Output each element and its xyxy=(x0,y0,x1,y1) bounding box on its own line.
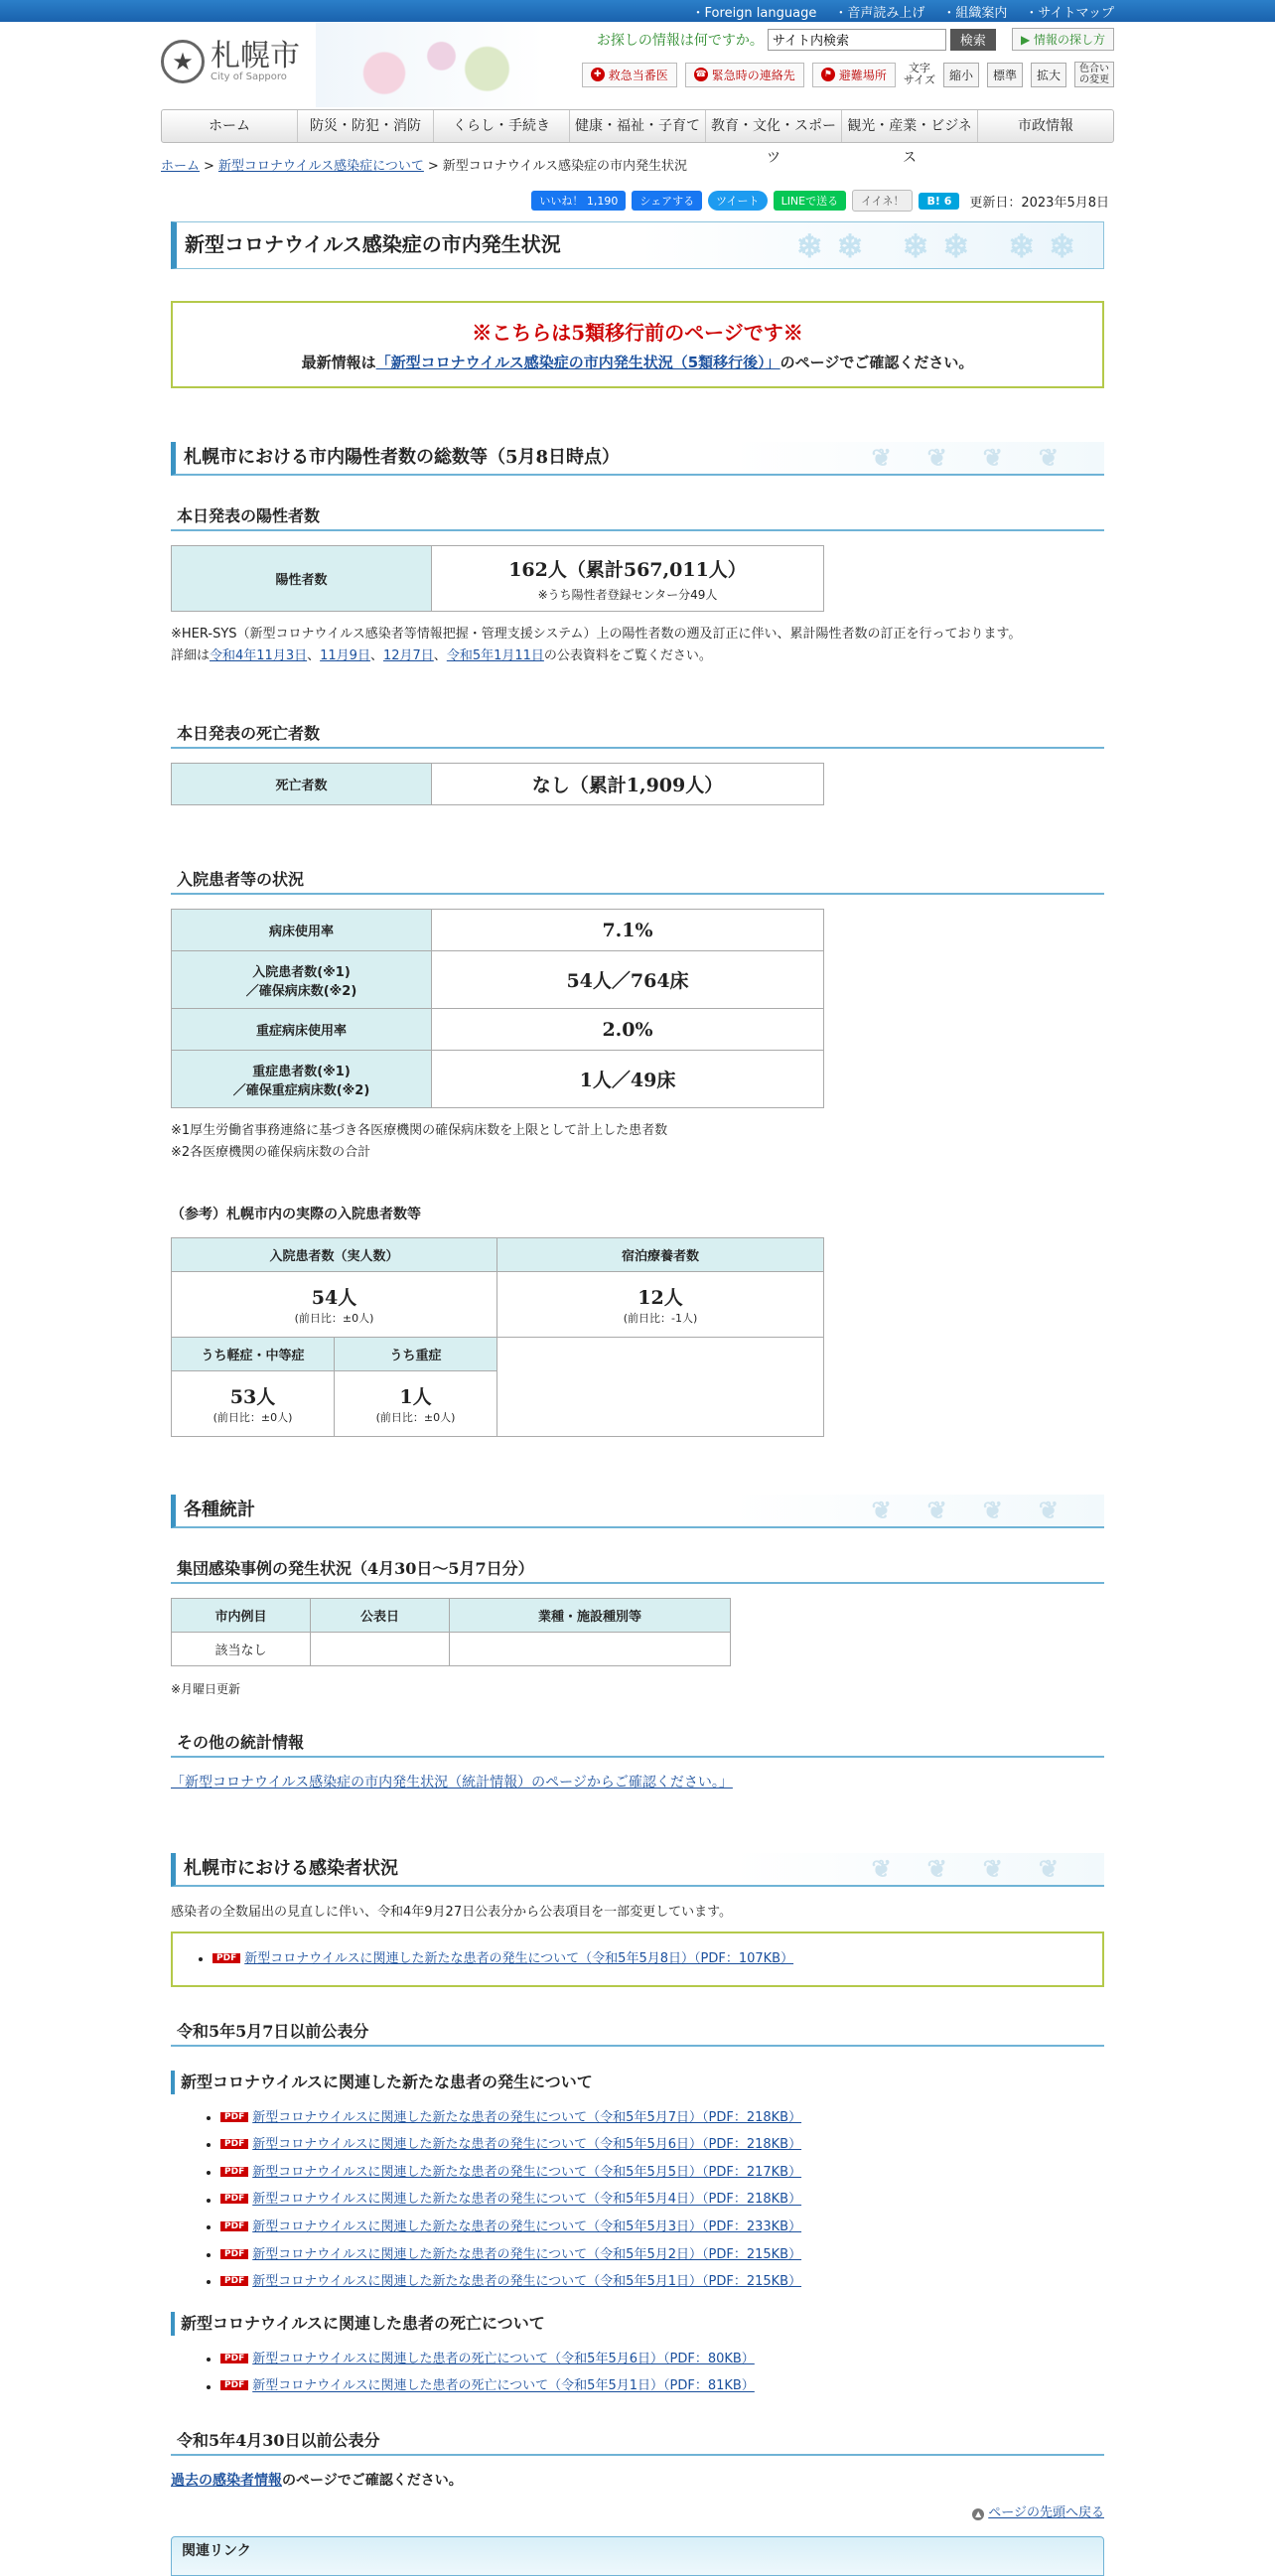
ref-mild-cell xyxy=(172,1371,335,1437)
before-apr30-heading: 令和5年4月30日以前公表分 xyxy=(171,2428,1104,2456)
past-cases-link[interactable]: 過去の感染者情報 xyxy=(171,2473,282,2490)
nav-education[interactable]: 教育・文化・スポーツ xyxy=(706,110,842,142)
ref-hotel-label: 宿泊療養者数 xyxy=(497,1238,824,1272)
line-share-button[interactable]: LINEで送る xyxy=(774,191,847,211)
ref-hotel-cell xyxy=(497,1272,824,1338)
before-may7-heading: 令和5年5月7日以前公表分 xyxy=(171,2019,1104,2047)
bed-usage-label: 病床使用率 xyxy=(172,910,432,951)
mixi-like-button[interactable]: イイネ！ xyxy=(852,190,913,212)
positive-label: 陽性者数 xyxy=(172,546,432,612)
new-case-pdf-link[interactable]: 新型コロナウイルスに関連した新たな患者の発生について（令和5年5月1日）（PDF：215KB） xyxy=(252,2274,802,2290)
new-case-pdf-link[interactable]: 新型コロナウイルスに関連した新たな患者の発生について（令和5年5月2日）（PDF：215KB） xyxy=(252,2246,802,2262)
new-cases-heading: 新型コロナウイルスに関連した新たな患者の発生について xyxy=(171,2071,1104,2094)
ref-inpatients-cell xyxy=(172,1272,497,1338)
list-item xyxy=(220,2131,1104,2159)
inpatients-value: 54人／764床 xyxy=(432,951,824,1009)
cluster-col-type: 業種・施設種別等 xyxy=(450,1599,731,1633)
arrow-up-icon: ▲ xyxy=(972,2508,984,2520)
new-case-pdf-link[interactable]: 新型コロナウイルスに関連した新たな患者の発生について（令和5年5月6日）（PDF：218KB） xyxy=(252,2137,802,2153)
cluster-col-case: 市内例目 xyxy=(172,1599,311,1633)
back-to-top-link[interactable]: ページの先頭へ戻る xyxy=(988,2505,1104,2521)
hersys-link-4[interactable]: 令和5年1月11日 xyxy=(446,648,544,663)
positive-heading: 本日発表の陽性者数 xyxy=(171,503,1104,531)
back-to-top xyxy=(171,2502,1104,2520)
positive-table xyxy=(171,545,824,612)
latest-pdf-box xyxy=(171,1932,1104,1987)
new-case-pdf-link[interactable]: 新型コロナウイルスに関連した新たな患者の発生について（令和5年5月4日）（PDF：218KB） xyxy=(252,2192,802,2208)
hersys-link-3[interactable]: 12月7日 xyxy=(382,648,434,663)
facebook-like-button[interactable]: いいね！ 1,190 xyxy=(531,191,626,211)
top-utility-bar xyxy=(0,0,1275,22)
breadcrumb-home[interactable]: ホーム xyxy=(161,159,201,174)
new-case-pdf-link[interactable]: 新型コロナウイルスに関連した新たな患者の発生について（令和5年5月7日）（PDF：218KB） xyxy=(252,2109,802,2125)
pdf-icon: PDF xyxy=(220,2249,248,2259)
site-logo[interactable] xyxy=(161,40,300,83)
severe-bed-usage-label: 重症病床使用率 xyxy=(172,1009,432,1051)
ref-severe-cell xyxy=(335,1371,497,1437)
foreign-language-link[interactable]: ・ Foreign language xyxy=(692,2,817,21)
ref-mild-diff: (前日比：±0人) xyxy=(212,1411,293,1424)
phone-icon: ☎ xyxy=(695,70,707,79)
breadcrumb-current: 新型コロナウイルス感染症の市内発生状況 xyxy=(442,159,688,174)
search-label: お探しの情報は何ですか。 xyxy=(596,32,764,49)
past-info-text: 過去の感染者情報のページでご確認ください。 xyxy=(171,2473,463,2490)
sitemap-link[interactable]: ・ サイトマップ xyxy=(1025,2,1114,21)
ref-mild-value: 53人 xyxy=(229,1386,276,1408)
ref-inpatients-diff: (前日比：±0人) xyxy=(294,1312,374,1325)
inpatients-label: 入院患者数(※1) ／確保病床数(※2) xyxy=(172,951,432,1009)
deaths-value: なし（累計1,909人） xyxy=(432,764,824,805)
latest-pdf-link[interactable]: 新型コロナウイルスに関連した新たな患者の発生について（令和5年5月8日）（PDF：107KB） xyxy=(244,1951,794,1967)
breadcrumb-parent[interactable]: 新型コロナウイルス感染症について xyxy=(217,159,424,174)
evacuation-site-label: 避難場所 xyxy=(838,68,887,82)
cluster-cell-case: 該当なし xyxy=(172,1633,311,1666)
other-stats-link[interactable]: 「新型コロナウイルス感染症の市内発生状況（統計情報）のページからご確認ください。」 xyxy=(171,1775,733,1790)
snowflake-decoration-icon: ❄❄ ❄❄ ❄❄ xyxy=(795,227,1089,265)
positive-sub: ※うち陽性者登録センター分49人 xyxy=(537,587,718,602)
severe-bed-usage-value: 2.0% xyxy=(432,1009,824,1051)
cross-icon: ✚ xyxy=(591,68,605,81)
site-header xyxy=(161,22,1114,109)
list-item xyxy=(220,2159,1104,2187)
ref-severe-label: うち重症 xyxy=(335,1338,497,1371)
pdf-icon: PDF xyxy=(220,2221,248,2231)
new-cases-list xyxy=(171,2104,1104,2296)
ref-empty-cell xyxy=(497,1338,824,1437)
header-flower-image xyxy=(316,22,544,107)
city-emblem-icon: ★ xyxy=(161,40,205,83)
pdf-icon: PDF xyxy=(220,2354,248,2363)
new-case-pdf-link[interactable]: 新型コロナウイルスに関連した新たな患者の発生について（令和5年5月5日）（PDF：217KB） xyxy=(252,2165,802,2181)
pdf-icon: PDF xyxy=(220,2276,248,2286)
pdf-icon: PDF xyxy=(220,2380,248,2390)
reference-heading: （参考）札幌市内の実際の入院患者数等 xyxy=(171,1207,421,1222)
hersys-link-1[interactable]: 令和4年11月3日 xyxy=(210,648,308,663)
death-pdf-link[interactable]: 新型コロナウイルスに関連した患者の死亡について（令和5年5月1日）（PDF：81KB） xyxy=(252,2378,755,2394)
cluster-col-date: 公表日 xyxy=(311,1599,450,1633)
hersys-link-2[interactable]: 11月9日 xyxy=(320,648,370,663)
deaths-list xyxy=(171,2346,1104,2400)
bed-usage-value: 7.1% xyxy=(432,910,824,951)
font-size-label: 文字 サイズ xyxy=(903,62,935,86)
font-standard-button[interactable]: 標準 xyxy=(987,63,1023,87)
hatena-bookmark-button[interactable]: B! 6 xyxy=(919,193,959,210)
ref-severe-value: 1人 xyxy=(399,1386,432,1408)
ref-inpatients-value: 54人 xyxy=(311,1287,357,1309)
ref-hotel-diff: (前日比：-1人) xyxy=(623,1312,698,1325)
nav-home[interactable]: ホーム xyxy=(162,110,298,142)
notice-box xyxy=(171,301,1104,388)
positive-value-cell xyxy=(432,546,824,612)
severe-patients-label: 重症患者数(※1) ／確保重症病床数(※2) xyxy=(172,1051,432,1108)
find-info-button[interactable]: ▶ 情報の探し方 xyxy=(1012,28,1114,51)
cluster-cell-date xyxy=(311,1633,450,1666)
deaths-label: 死亡者数 xyxy=(172,764,432,805)
section-totals-heading: 札幌市における市内陽性者数の総数等（5月8日時点） ❦❦❦❦ xyxy=(171,442,1104,476)
leaf-decoration-icon: ❦❦❦❦ xyxy=(871,1496,1094,1524)
search-button[interactable]: 検索 xyxy=(950,29,996,51)
evacuation-site-button[interactable] xyxy=(812,63,896,87)
voice-reading-link[interactable]: ・ 音声読み上げ xyxy=(834,2,924,21)
section-stats-heading: 各種統計 ❦❦❦❦ xyxy=(171,1495,1104,1528)
cases-intro: 感染者の全数届出の見直しに伴い、令和4年9月27日公表分から公表項目を一部変更しています。 xyxy=(171,1905,733,1920)
notice-title: ※こちらは5類移行前のページです※ xyxy=(472,321,803,345)
logo-text-en: City of Sapporo xyxy=(211,71,287,82)
hospital-notes: ※1厚生労働省事務連絡に基づき各医療機関の確保病床数を上限として計上した患者数 ※2各医療機関の確保病床数の合計 xyxy=(171,1123,668,1160)
ref-hotel-value: 12人 xyxy=(638,1287,683,1309)
updated-date: 更新日：2023年5月8日 xyxy=(969,195,1109,211)
pdf-icon: PDF xyxy=(220,2139,248,2149)
severe-patients-value: 1人／49床 xyxy=(432,1051,824,1108)
list-item xyxy=(220,2214,1104,2241)
organization-link[interactable]: ・ 組織案内 xyxy=(942,2,1007,21)
section-cases-heading: 札幌市における感染者状況 ❦❦❦❦ xyxy=(171,1853,1104,1887)
site-search-input[interactable] xyxy=(768,29,946,51)
share-row xyxy=(166,190,1109,212)
breadcrumb: ホーム > 新型コロナウイルス感染症について > 新型コロナウイルス感染症の市内発生状況 xyxy=(161,159,688,174)
ref-severe-diff: (前日比：±0人) xyxy=(375,1411,456,1424)
deaths-heading: 本日発表の死亡者数 xyxy=(171,721,1104,749)
global-nav xyxy=(161,109,1114,166)
list-item xyxy=(220,2241,1104,2269)
font-smaller-button[interactable]: 縮小 xyxy=(943,63,979,87)
cluster-table xyxy=(171,1598,731,1666)
leaf-decoration-icon: ❦❦❦❦ xyxy=(871,1854,1094,1883)
pdf-icon: PDF xyxy=(220,2167,248,2177)
related-links-heading: 関連リンク xyxy=(171,2536,1104,2576)
nav-health[interactable]: 健康・福祉・子育て xyxy=(570,110,706,142)
reference-table xyxy=(171,1237,824,1437)
search-area xyxy=(597,28,1114,51)
nav-living[interactable]: くらし・手続き xyxy=(434,110,570,142)
pdf-icon: PDF xyxy=(212,1953,240,1963)
list-item xyxy=(220,2186,1104,2214)
facebook-share-button[interactable]: シェアする xyxy=(632,191,702,211)
deaths-list-heading: 新型コロナウイルスに関連した患者の死亡について xyxy=(171,2312,1104,2336)
notice-latest-link[interactable]: 「新型コロナウイルス感染症の市内発生状況（5類移行後）」 xyxy=(375,354,780,371)
hospital-table xyxy=(171,909,824,1108)
utility-row xyxy=(582,62,1114,87)
hospital-heading: 入院患者等の状況 xyxy=(171,867,1104,895)
main-content xyxy=(171,221,1104,2576)
nav-disaster[interactable]: 防災・防犯・消防 xyxy=(298,110,434,142)
other-stats-heading: その他の統計情報 xyxy=(171,1730,1104,1758)
emergency-contact-label: 緊急時の連絡先 xyxy=(711,68,795,82)
positive-value: 162人（累計567,011人） xyxy=(508,558,747,581)
ref-mild-label: うち軽症・中等症 xyxy=(172,1338,335,1371)
nav-city-info[interactable]: 市政情報 xyxy=(1018,118,1073,134)
color-change-button[interactable]: 色合い の変更 xyxy=(1074,62,1114,87)
deaths-table xyxy=(171,763,824,805)
hersys-note: ※HER-SYS（新型コロナウイルス感染者等情報把握・管理支援システム）上の陽性者数の遡及訂正に伴い、累計陽性者数の訂正を行っております。 詳細は令和4年11月3日、11月9日、12月7日、令和5年1月11日の公表資料をご覧ください。 xyxy=(171,627,1022,663)
emergency-doctor-label: 救急当番医 xyxy=(608,68,668,82)
pdf-icon: PDF xyxy=(220,2194,248,2204)
emergency-doctor-button[interactable] xyxy=(582,63,677,87)
emergency-contact-button[interactable] xyxy=(685,63,804,87)
new-case-pdf-link[interactable]: 新型コロナウイルスに関連した新たな患者の発生について（令和5年5月3日）（PDF：233KB） xyxy=(252,2219,802,2235)
cluster-heading: 集団感染事例の発生状況（4月30日～5月7日分） xyxy=(171,1556,1104,1584)
cluster-cell-type xyxy=(450,1633,731,1666)
cluster-note: ※月曜日更新 xyxy=(171,1682,241,1696)
death-pdf-link[interactable]: 新型コロナウイルスに関連した患者の死亡について（令和5年5月6日）（PDF：80KB） xyxy=(252,2352,755,2367)
font-larger-button[interactable]: 拡大 xyxy=(1031,63,1066,87)
flag-icon: ⚑ xyxy=(821,68,835,81)
pdf-icon: PDF xyxy=(220,2112,248,2122)
list-item xyxy=(220,2104,1104,2132)
logo-text-jp: 札幌市 xyxy=(211,38,300,73)
list-item xyxy=(220,2372,1104,2400)
nav-tourism[interactable]: 観光・産業・ビジネス xyxy=(842,110,978,142)
list-item xyxy=(220,2268,1104,2296)
page-title: 新型コロナウイルス感染症の市内発生状況 ❄❄ ❄❄ ❄❄ xyxy=(171,221,1104,269)
ref-inpatients-label: 入院患者数（実人数） xyxy=(172,1238,497,1272)
notice-text: 最新情報は「新型コロナウイルス感染症の市内発生状況（5類移行後）」のページでご確認ください。 xyxy=(301,354,974,371)
leaf-decoration-icon: ❦❦❦❦ xyxy=(871,443,1094,472)
list-item xyxy=(220,2346,1104,2373)
tweet-button[interactable]: ツイート xyxy=(708,191,767,211)
